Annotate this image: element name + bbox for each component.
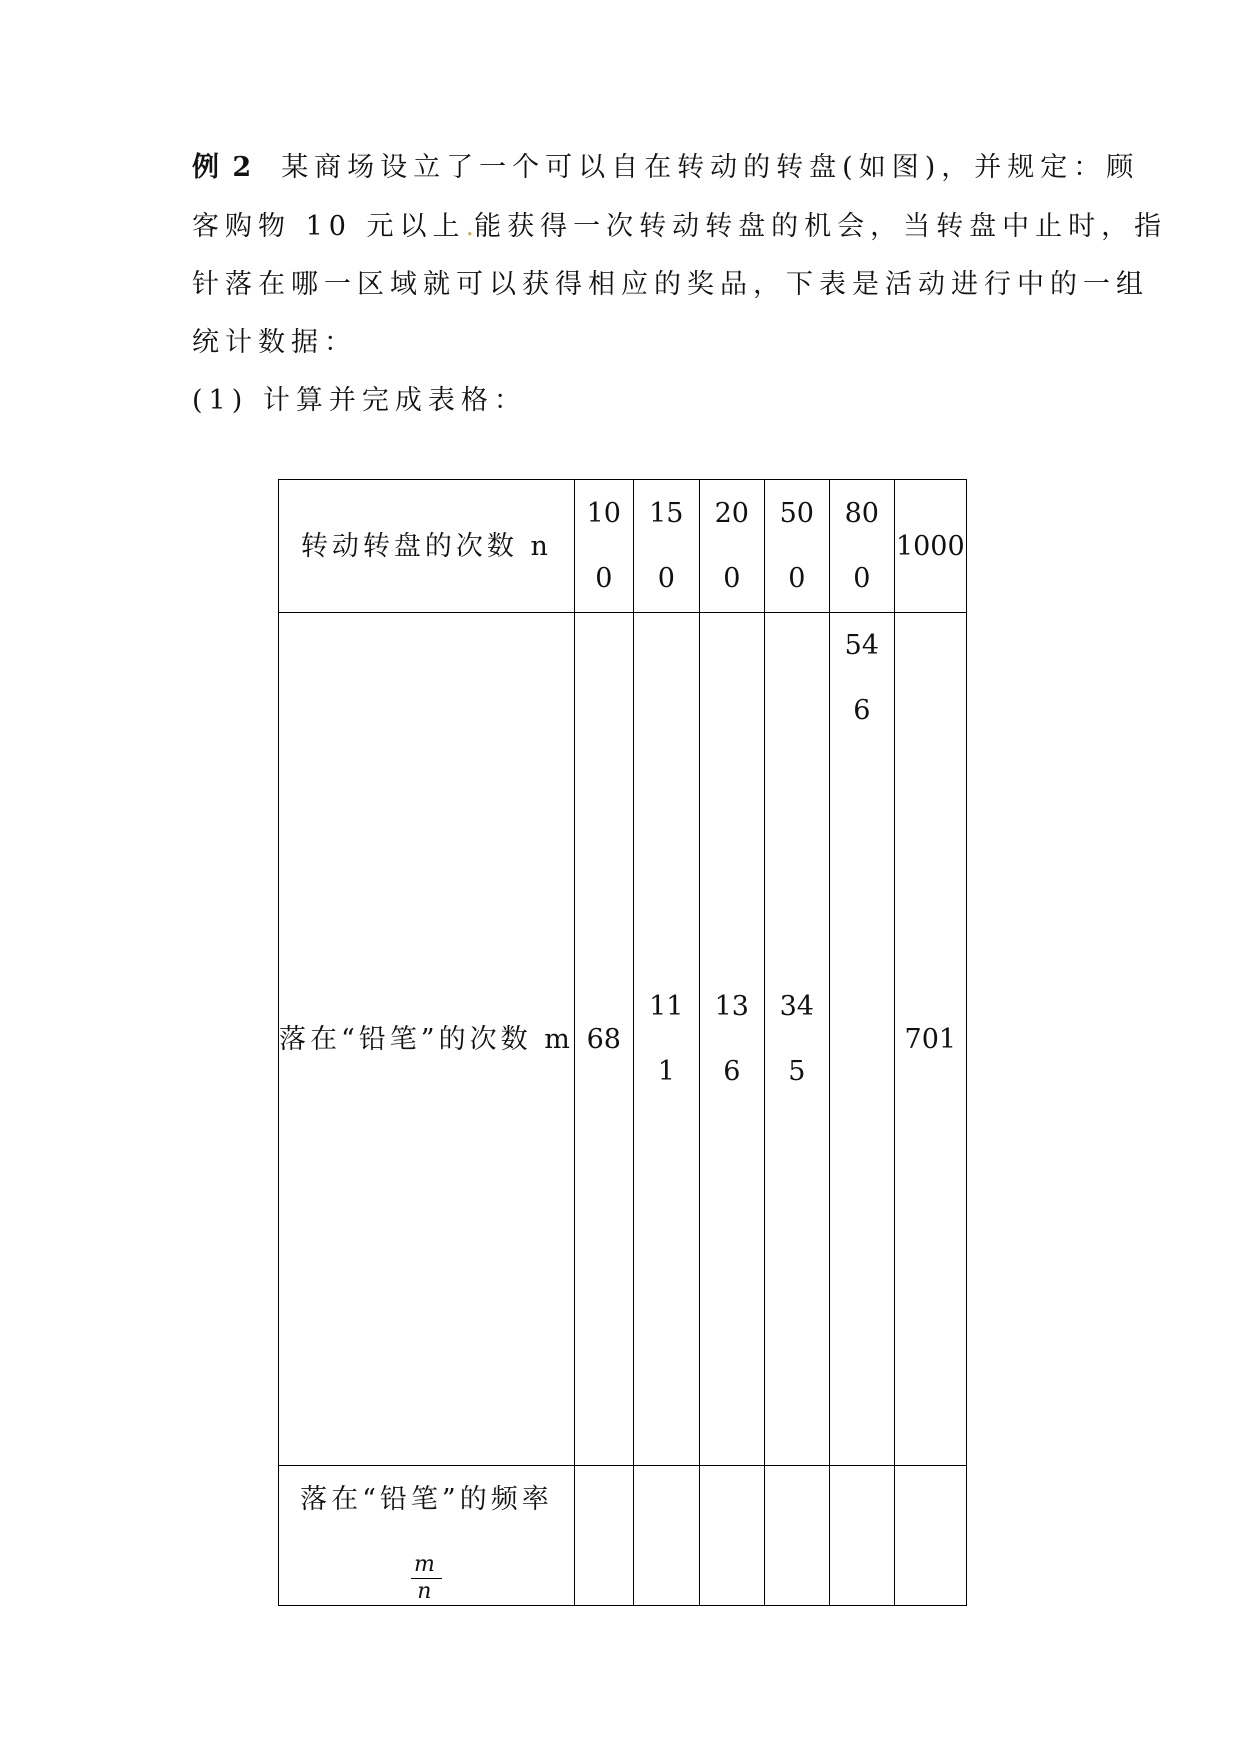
pencil-count-cell: 345 — [764, 613, 829, 1466]
pencil-freq-cell[interactable] — [894, 1466, 966, 1606]
pencil-count-cell: 546 — [829, 613, 894, 1466]
table-row-pencil-freq — [279, 1466, 967, 1606]
pencil-freq-cell[interactable] — [829, 1466, 894, 1606]
spins-cell: 1000 — [894, 480, 966, 613]
example-label: 例 2 — [192, 152, 254, 183]
spins-cell: 150 — [633, 480, 699, 613]
pencil-count-cell: 68 — [574, 613, 633, 1466]
pencil-count-cell: 701 — [894, 613, 966, 1466]
spins-cell: 800 — [829, 480, 894, 613]
intro-line-4: 统计数据： — [192, 327, 357, 358]
question-1: (1) 计算并完成表格： — [192, 385, 527, 416]
pencil-freq-cell[interactable] — [574, 1466, 633, 1606]
table-row-spins — [279, 480, 967, 613]
spins-cell: 200 — [699, 480, 764, 613]
intro-text-2b: 能获得一次转动转盘的机会，当转盘中止时，指 — [474, 211, 1168, 242]
fraction-m-over-n — [411, 1552, 442, 1605]
pencil-freq-cell[interactable] — [699, 1466, 764, 1606]
stray-dot: . — [465, 211, 475, 242]
pencil-count-cell: 111 — [633, 613, 699, 1466]
freq-label: 落在“铅笔”的频率 — [300, 1484, 553, 1515]
intro-line-2 — [192, 209, 1167, 245]
statistics-table — [278, 479, 967, 1606]
row-header-pencil-freq — [279, 1466, 575, 1606]
spins-cell: 100 — [574, 480, 633, 613]
row-header-spins: 转动转盘的次数 n — [279, 480, 575, 613]
fraction-numerator: m — [411, 1552, 442, 1579]
pencil-freq-cell[interactable] — [633, 1466, 699, 1606]
fraction-denominator: n — [417, 1579, 436, 1604]
intro-line-3: 针落在哪一区域就可以获得相应的奖品，下表是活动进行中的一组 — [192, 269, 1149, 300]
pencil-count-cell: 136 — [699, 613, 764, 1466]
spins-cell: 500 — [764, 480, 829, 613]
row-header-pencil-count: 落在“铅笔”的次数 m — [279, 613, 575, 1466]
pencil-freq-cell[interactable] — [764, 1466, 829, 1606]
intro-text-1: 某商场设立了一个可以自在转动的转盘(如图)，并规定：顾 — [281, 152, 1140, 183]
intro-text-2a: 客购物 10 元以上 — [192, 211, 466, 242]
intro-line-1 — [192, 150, 1139, 186]
table-row-pencil-count — [279, 613, 967, 1466]
